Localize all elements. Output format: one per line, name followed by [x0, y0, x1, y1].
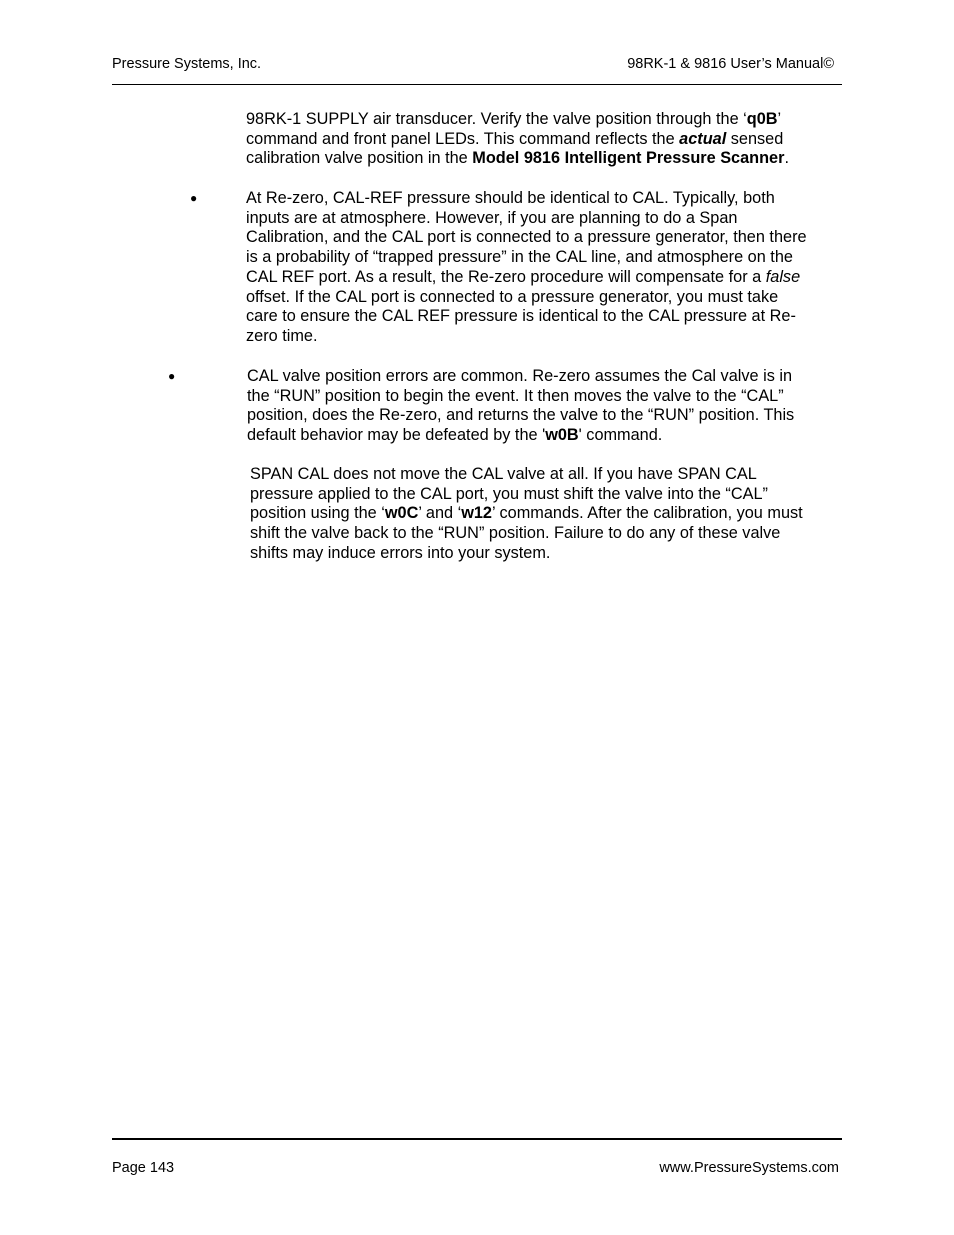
command-q0b: q0B	[746, 110, 778, 128]
model-name: Model 9816 Intelligent Pressure Scanner	[472, 149, 785, 168]
bullet-icon: ●	[168, 369, 176, 383]
paragraph-span-cal: SPAN CAL does not move the CAL valve at all. If you have SPAN CAL pressure applied to the CAL port, you must shift the valve into the “CAL” position using the ‘w0C’ and ‘w12’ commands. After the calibration, you must shift the valve back to the “RUN” position. Failure to do any of these valve shifts may induce errors into your system.	[250, 465, 803, 562]
bullet-icon: ●	[190, 191, 198, 205]
footer-website: www.PressureSystems.com	[659, 1160, 839, 1176]
command-w0b: w0B	[545, 426, 579, 445]
emphasis-false: false	[765, 267, 801, 286]
command-w12: w12	[461, 504, 492, 523]
header-company: Pressure Systems, Inc.	[112, 56, 262, 72]
paragraph-supply-transducer: 98RK-1 SUPPLY air transducer. Verify the valve position through the ‘q0B’ command and front panel LEDs. This command reflects the actual sensed calibration valve position in the Model 9816 Intelligent Pressure Scanner.	[246, 110, 789, 168]
paragraph-rezero-cal-ref: At Re-zero, CAL-REF pressure should be identical to CAL. Typically, both inputs are at atmosphere. However, if you are planning to do a Span Calibration, and the CAL port is connected to a pressure generator, then there is a probability of “trapped pressure” in the CAL line, and atmosphere on the CAL REF port. As a result, the Re-zero procedure will compensate for a false offset. If the CAL port is connected to a pressure generator, you must take care to ensure the CAL REF pressure is identical to the CAL pressure at Re- zero time.	[246, 189, 807, 345]
command-w0c: w0C	[384, 504, 419, 523]
footer-divider	[112, 1138, 842, 1140]
emphasis-actual: actual	[679, 129, 727, 148]
page-number: Page 143	[112, 1160, 175, 1176]
paragraph-cal-valve-errors: CAL valve position errors are common. Re-zero assumes the Cal valve is in the “RUN” position to begin the event. It then moves the valve to the “CAL” position, does the Re-zero, and returns the valve to the “RUN” position. This default behavior may be defeated by the 'w0B' command.	[247, 367, 795, 445]
header-manual-title: 98RK-1 & 9816 User’s Manual©	[627, 56, 834, 72]
header-divider	[112, 84, 842, 85]
